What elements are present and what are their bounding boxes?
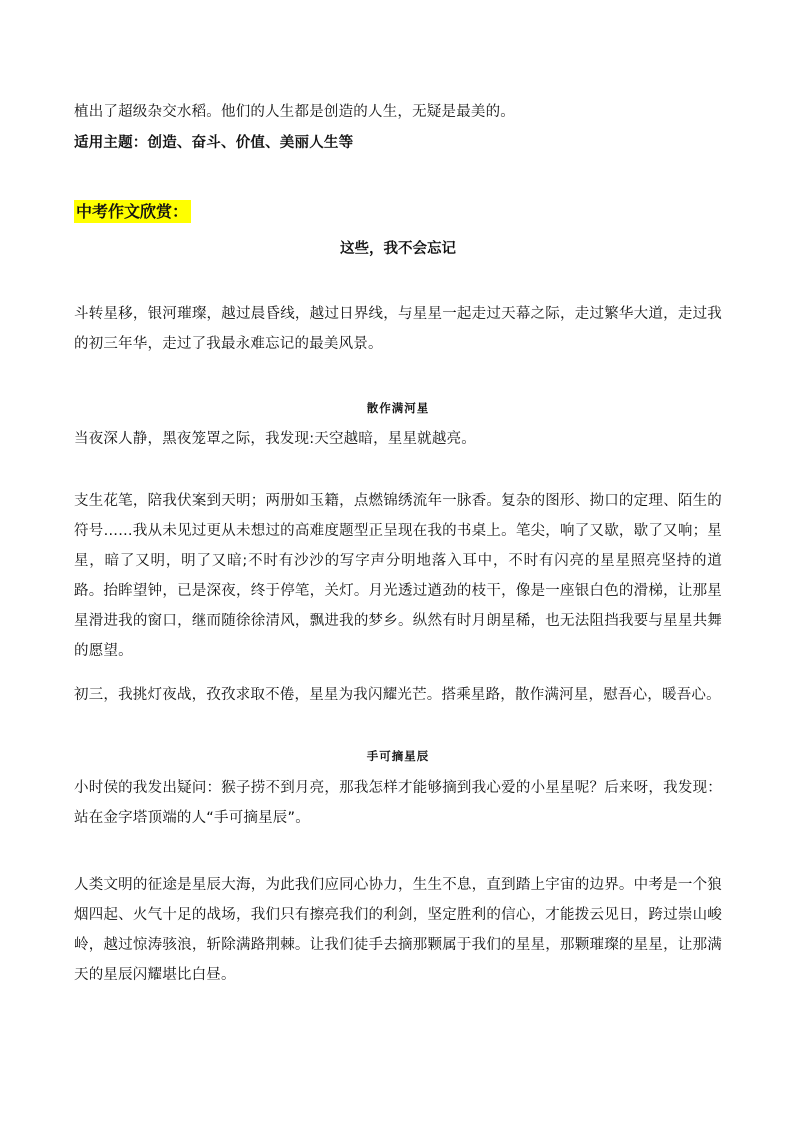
part2-paragraph-1: 小时侯的我发出疑问：猴子捞不到月亮，那我怎样才能够摘到我心爱的小星星呢？后来呀，我发现：站在金字塔顶端的人“手可摘星辰”。: [74, 780, 722, 826]
section-heading: [74, 200, 722, 224]
part1-paragraph-1: 当夜深人静，黑夜笼罩之际，我发现:天空越暗，星星就越亮。: [74, 431, 476, 447]
part1-paragraph-2: 支生花笔，陪我伏案到天明；两册如玉籍，点燃锦绣流年一脉香。复杂的图形、拗口的定理、陌生的符号……我从未见过更从未想过的高难度题型正呈现在我的书桌上。笔尖，响了又歇，歇了又响；星星，暗了又明，明了又暗;不时有沙沙的写字声分明地落入耳中，不时有闪亮的星星照亮坚持的道路。抬眸望钟，已是深夜，终于停笔，关灯。月光透过遒劲的枝干，像是一座银白色的滑梯，让那星星滑进我的窗口，继而随徐徐清风，飘进我的梦乡。纵然有时月朗星稀，也无法阻挡我要与星星共舞的愿望。: [74, 493, 722, 659]
part2-subtitle: 手可摘星辰: [366, 749, 430, 763]
essay-title: 这些，我不会忘记: [340, 241, 456, 257]
part1-paragraph-3: 初三，我挑灯夜战，孜孜求取不倦，星星为我闪耀光芒。搭乘星路，散作满河星，慰吾心，暖吾心。: [74, 687, 721, 703]
part1-subtitle: 散作满河星: [366, 401, 430, 415]
intro-tail-text: 植出了超级杂交水稻。他们的人生都是创造的人生，无疑是最美的。: [74, 104, 515, 120]
section-heading-label: 中考作文欣赏：: [74, 200, 191, 223]
essay-opening-paragraph: 斗转星移，银河璀璨，越过晨昏线，越过日界线，与星星一起走过天幕之际，走过繁华大道，走过我的初三年华，走过了我最永难忘记的最美风景。: [74, 306, 722, 352]
part2-paragraph-2: 人类文明的征途是星辰大海，为此我们应同心协力，生生不息，直到踏上宇宙的边界。中考是一个狼烟四起、火气十足的战场，我们只有擦亮我们的利剑，坚定胜利的信心，才能拨云见日，跨过崇山峻岭，越过惊涛骇浪，斩除满路荆棘。让我们徒手去摘那颗属于我们的星星，那颗璀璨的星星，让那满天的星辰闪耀堪比白昼。: [74, 877, 722, 983]
themes-line: 适用主题：创造、奋斗、价值、美丽人生等: [74, 135, 354, 151]
